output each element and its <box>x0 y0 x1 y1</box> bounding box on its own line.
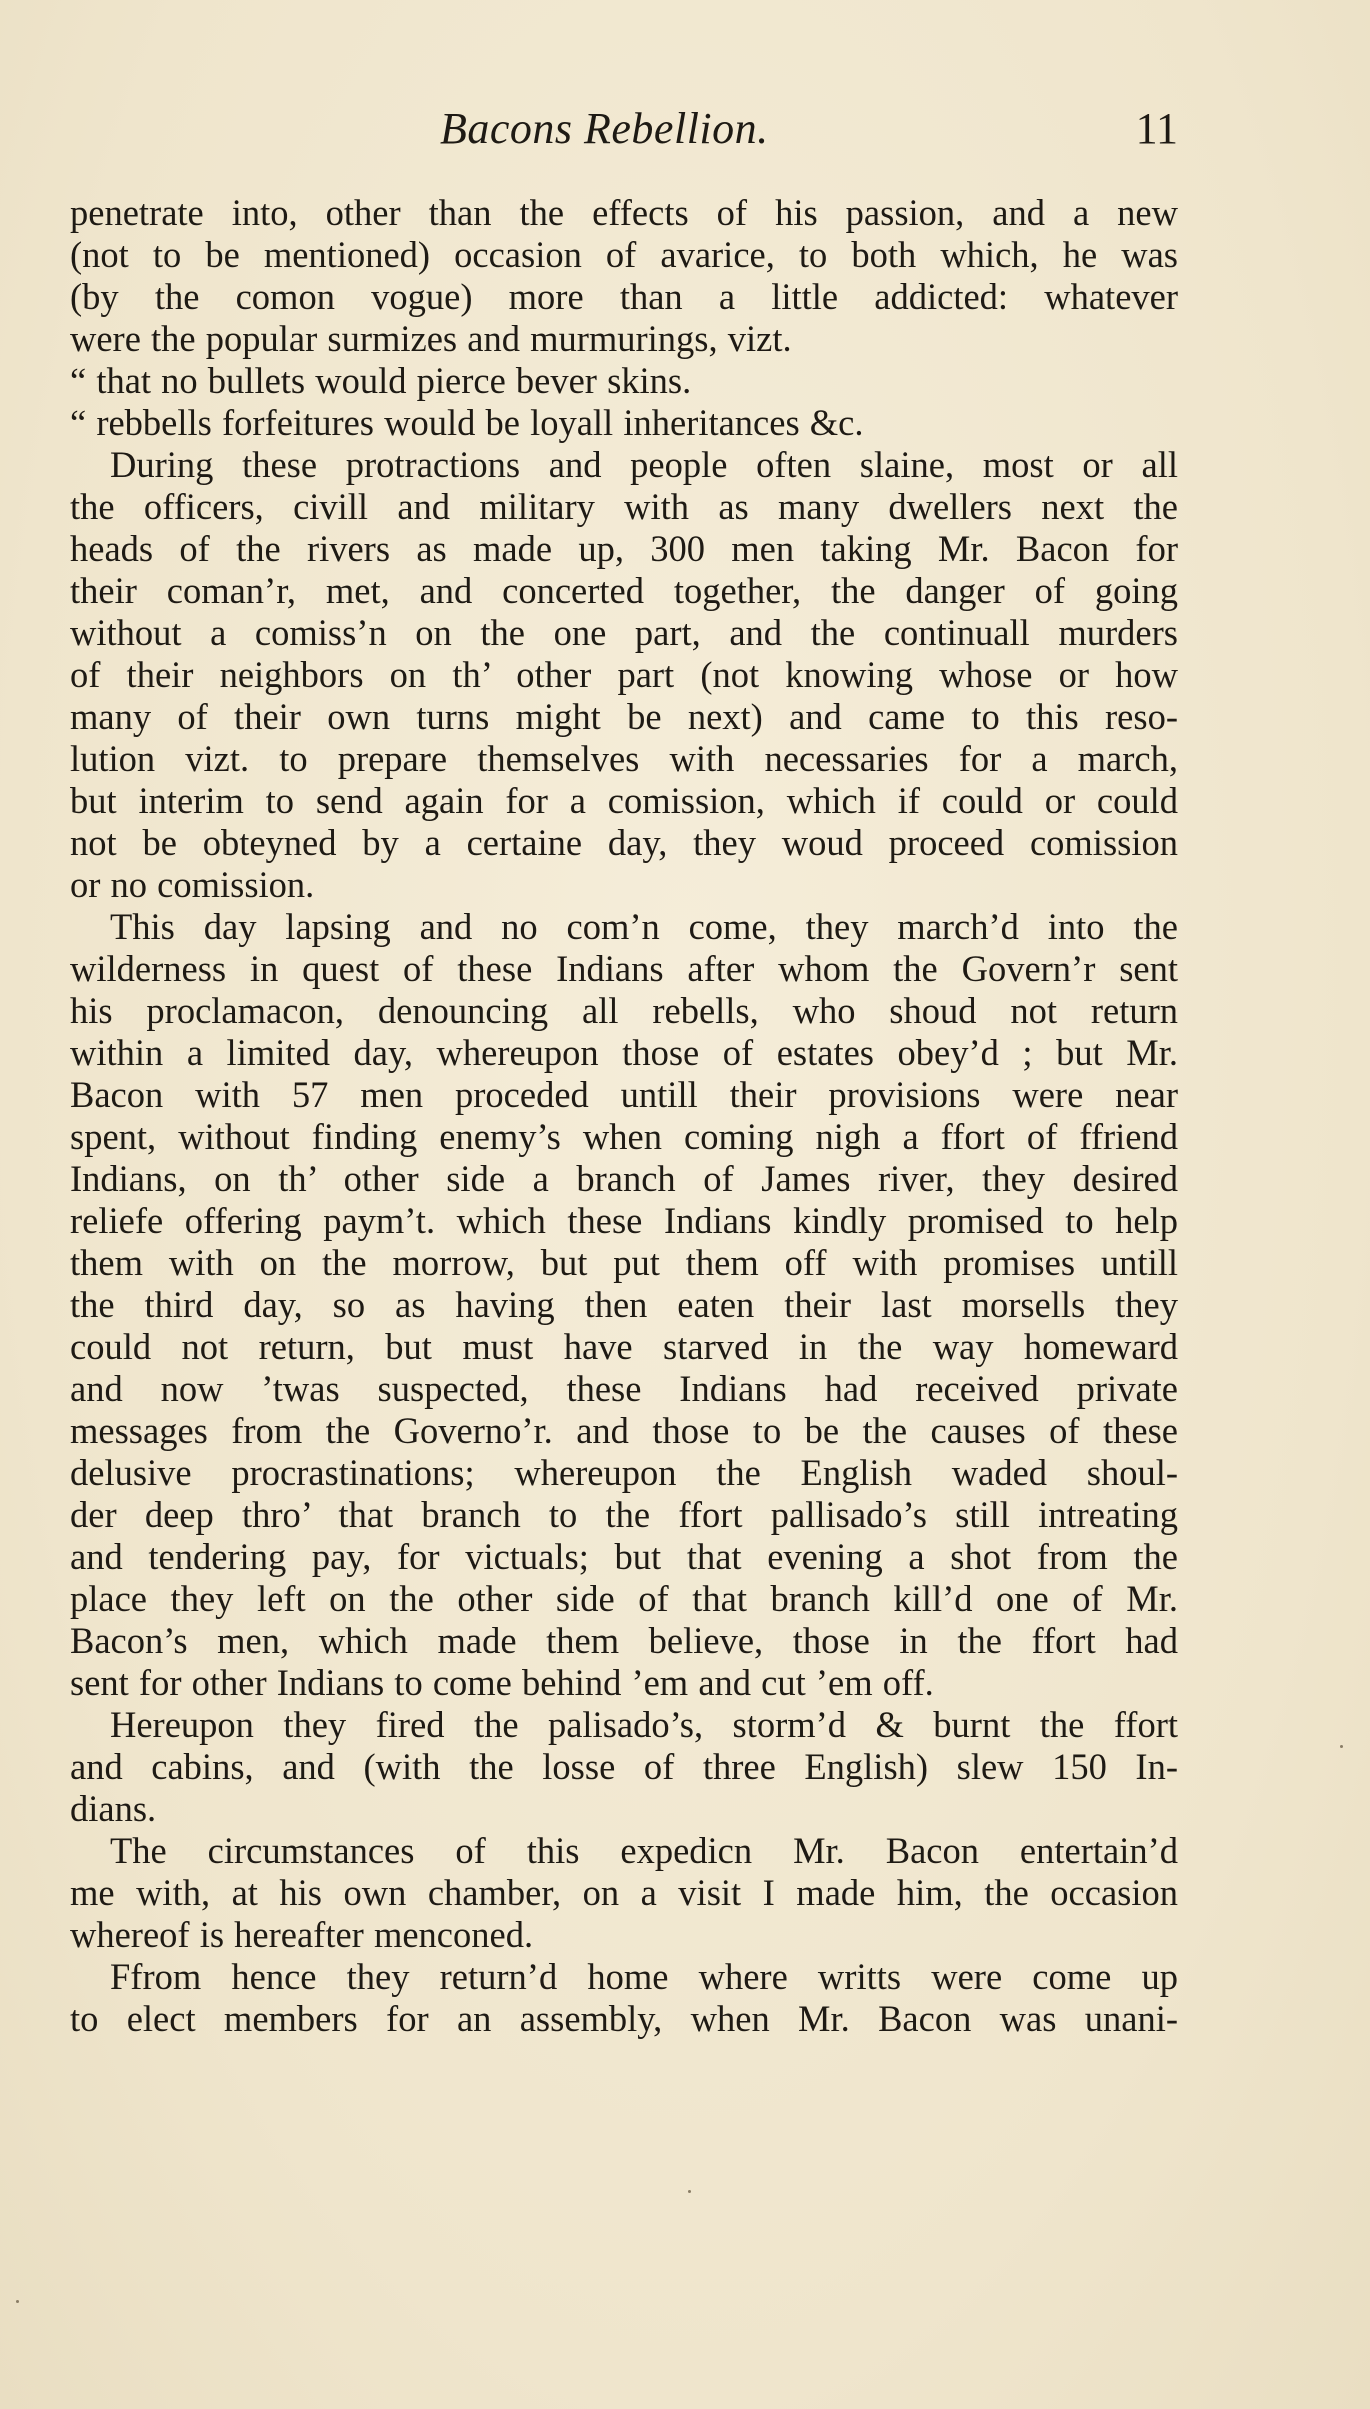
text-line: delusive procrastinations; whereupon the English waded shoul- <box>70 1452 1178 1493</box>
text-line: der deep thro’ that branch to the ffort pallisado’s still intreating <box>70 1494 1178 1535</box>
running-head <box>70 103 1178 163</box>
text-line: penetrate into, other than the effects of his passion, and a new <box>70 192 1178 233</box>
text-line: within a limited day, whereupon those of estates obey’d ; but Mr. <box>70 1032 1178 1073</box>
text-line: many of their own turns might be next) and came to this reso- <box>70 696 1178 737</box>
text-line: Bacon’s men, which made them believe, those in the ffort had <box>70 1620 1178 1661</box>
text-line: “ rebbells forfeitures would be loyall inheritances &c. <box>70 402 864 443</box>
text-line: their coman’r, met, and concerted together, the danger of going <box>70 570 1178 611</box>
text-line: his proclamacon, denouncing all rebells, who shoud not return <box>70 990 1178 1031</box>
text-line: but interim to send again for a comission, which if could or could <box>70 780 1178 821</box>
text-line: Hereupon they fired the palisado’s, storm’d & burnt the ffort <box>110 1704 1178 1745</box>
text-line: and cabins, and (with the losse of three English) slew 150 In- <box>70 1746 1178 1787</box>
text-line: This day lapsing and no com’n come, they march’d into the <box>110 906 1178 947</box>
text-line: (by the comon vogue) more than a little addicted: whatever <box>70 276 1178 317</box>
text-line: not be obteyned by a certaine day, they woud proceed comission <box>70 822 1178 863</box>
text-line: the officers, civill and military with as many dwellers next the <box>70 486 1178 527</box>
paper-speck <box>1340 1745 1343 1748</box>
text-line: to elect members for an assembly, when Mr. Bacon was unani- <box>70 1998 1178 2039</box>
paper-speck <box>688 2190 691 2193</box>
text-line: place they left on the other side of that branch kill’d one of Mr. <box>70 1578 1178 1619</box>
text-line: Indians, on th’ other side a branch of James river, they desired <box>70 1158 1178 1199</box>
text-line: messages from the Governo’r. and those to be the causes of these <box>70 1410 1178 1451</box>
text-line: Bacon with 57 men proceded untill their provisions were near <box>70 1074 1178 1115</box>
text-line: The circumstances of this expedicn Mr. Bacon entertain’d <box>110 1830 1178 1871</box>
text-line: me with, at his own chamber, on a visit I made him, the occasion <box>70 1872 1178 1913</box>
text-line: Ffrom hence they return’d home where writts were come up <box>110 1956 1178 1997</box>
text-line: wilderness in quest of these Indians after whom the Govern’r sent <box>70 948 1178 989</box>
text-line: During these protractions and people often slaine, most or all <box>110 444 1178 485</box>
text-line: whereof is hereafter menconed. <box>70 1914 534 1955</box>
text-line: “ that no bullets would pierce bever skins. <box>70 360 692 401</box>
text-line: reliefe offering paym’t. which these Indians kindly promised to help <box>70 1200 1178 1241</box>
text-line: heads of the rivers as made up, 300 men taking Mr. Bacon for <box>70 528 1178 569</box>
text-line: them with on the morrow, but put them off with promises untill <box>70 1242 1178 1283</box>
text-line: were the popular surmizes and murmurings, vizt. <box>70 318 792 359</box>
text-line: or no comission. <box>70 864 315 905</box>
text-line: of their neighbors on th’ other part (not knowing whose or how <box>70 654 1178 695</box>
paper-speck <box>16 2300 19 2303</box>
text-line: (not to be mentioned) occasion of avarice, to both which, he was <box>70 234 1178 275</box>
text-line: without a comiss’n on the one part, and the continuall murders <box>70 612 1178 653</box>
text-line: spent, without finding enemy’s when coming nigh a ffort of ffriend <box>70 1116 1178 1157</box>
text-line: lution vizt. to prepare themselves with necessaries for a march, <box>70 738 1178 779</box>
text-line: dians. <box>70 1788 157 1829</box>
text-line: could not return, but must have starved in the way homeward <box>70 1326 1178 1367</box>
running-title: Bacons Rebellion. <box>440 104 769 153</box>
page-number: 11 <box>1135 104 1178 153</box>
text-line: and tendering pay, for victuals; but that evening a shot from the <box>70 1536 1178 1577</box>
text-line: sent for other Indians to come behind ’em and cut ’em off. <box>70 1662 934 1703</box>
text-line: and now ’twas suspected, these Indians had received private <box>70 1368 1178 1409</box>
text-line: the third day, so as having then eaten their last morsells they <box>70 1284 1178 1325</box>
body-text <box>70 192 1178 2040</box>
